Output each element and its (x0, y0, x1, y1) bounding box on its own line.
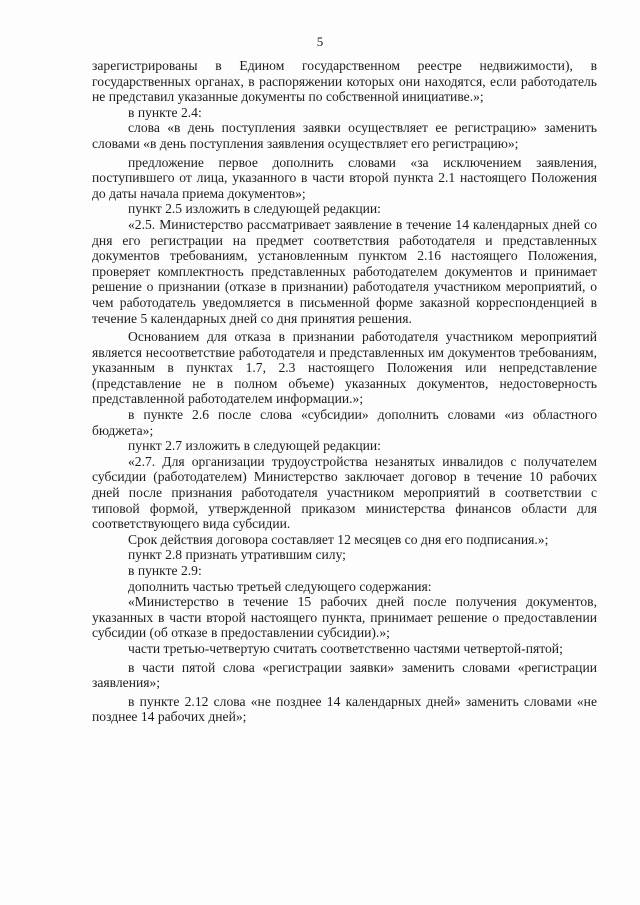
paragraph: предложение первое дополнить словами «за исключением заявления, поступившего от лица, указанного в части второй пункта 2.1 настоящего Положения до даты начала приема документов»; (92, 154, 597, 201)
paragraph: в пункте 2.12 слова «не позднее 14 календарных дней» заменить словами «не позднее 14 рабочих дней»; (92, 693, 597, 725)
paragraph: части третью-четвертую считать соответственно частями четвертой-пятой; (128, 640, 563, 656)
paragraph: «2.5. Министерство рассматривает заявление в течение 14 календарных дней со дня его регистрации на предмет соответствия работодателя и представленных документов требованиям, установленным пунктом 2.16 настоящего Положения, проверяет комплектность представленных работодателем документов и принимает решение о признании (отказе в признании) работодателя участником мероприятий, о чем работодатель уведомляется в письменной форме заказной корреспонденцией в течение 5 календарных дней со дня принятия решения. (92, 216, 597, 326)
paragraph: пункт 2.5 изложить в следующей редакции: (128, 201, 381, 217)
paragraph: дополнить частью третьей следующего содержания: (128, 578, 432, 594)
document-body (92, 58, 597, 725)
paragraph: пункт 2.7 изложить в следующей редакции: (128, 438, 381, 454)
paragraph: в пункте 2.4: (128, 104, 202, 120)
paragraph: «2.7. Для организации трудоустройства незанятых инвалидов с получателем субсидии (работодателем) Министерство заключает договор в течение 10 рабочих дней после признания работодателя участником мероприятий в соответствии с типовой формой, утвержденной приказом министерства финансов области для соответствующего вида субсидии. (92, 453, 597, 532)
paragraph: слова «в день поступления заявки осуществляет ее регистрацию» заменить словами «в день поступления заявления осуществляет его регистрацию»; (92, 120, 597, 151)
paragraph: в пункте 2.9: (128, 563, 202, 578)
paragraph: пункт 2.8 признать утратившим силу; (128, 547, 346, 563)
paragraph: Основанием для отказа в признании работодателя участником мероприятий является несоответствие работодателя и представленных им документов требованиям, указанным в пунктах 1.7, 2.3 настоящего Положения или непредставление (представление не в полном объеме) указанных документов, недостоверность представленной работодателем информации.»; (92, 329, 597, 407)
paragraph: в пункте 2.6 после слова «субсидии» дополнить словами «из областного бюджета»; (92, 407, 597, 438)
page-number: 5 (316, 34, 324, 49)
paragraph: Срок действия договора составляет 12 месяцев со дня его подписания.»; (128, 531, 549, 547)
paragraph-continuation: зарегистрированы в Едином государственном реестре недвижимости), в государственных органах, в распоряжении которых они находятся, если работодатель не представил указанные документы по собственной инициативе.»; (92, 58, 597, 105)
paragraph: в части пятой слова «регистрации заявки» заменить словами «регистрации заявления»; (92, 659, 597, 691)
paragraph: «Министерство в течение 15 рабочих дней после получения документов, указанных в части второй настоящего пункта, принимает решение о предоставлении субсидии (об отказе в предоставлении субсидии).»; (92, 594, 597, 641)
